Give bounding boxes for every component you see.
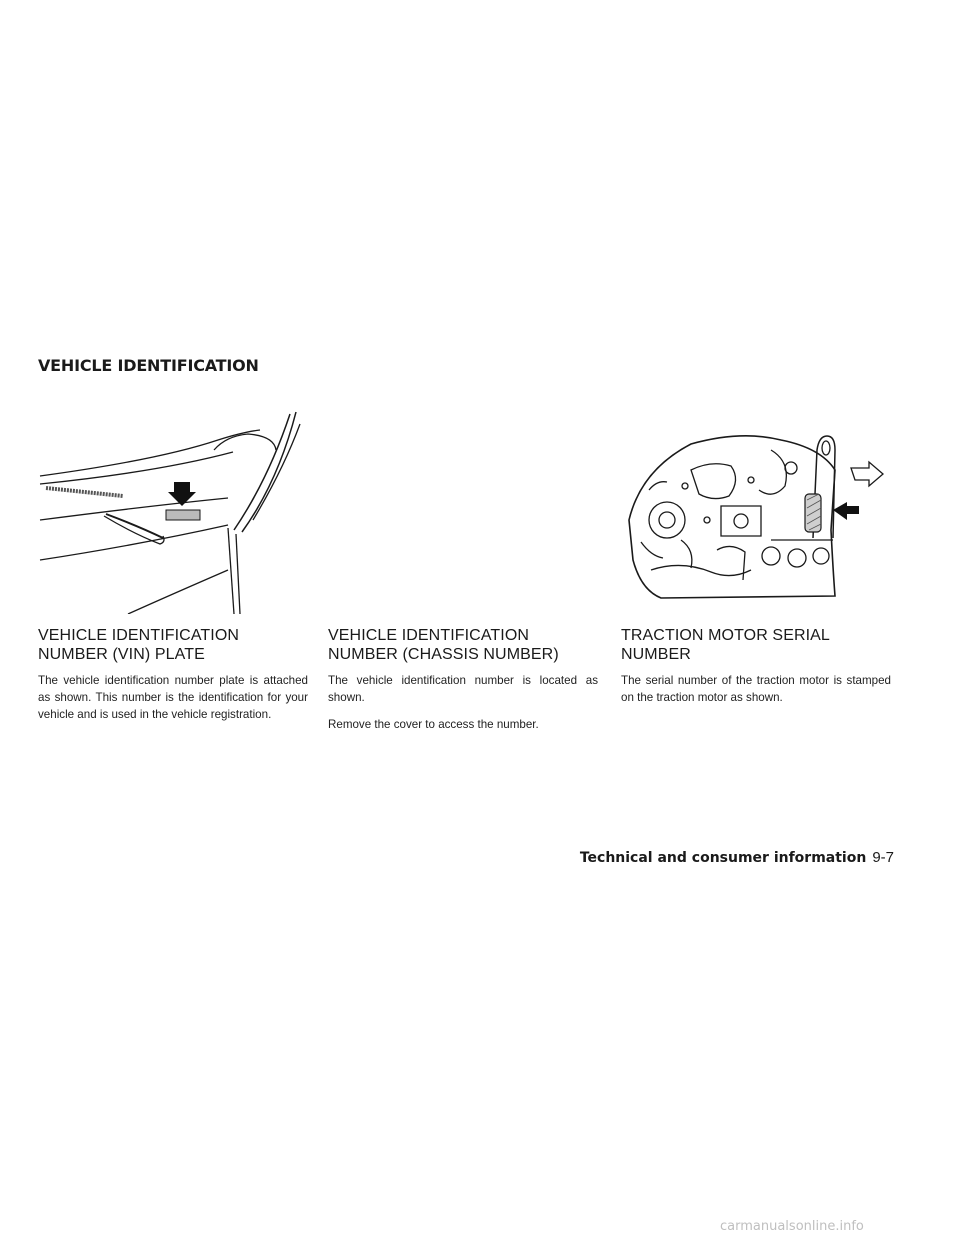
page-number: 9-7 xyxy=(872,849,894,866)
heading-chassis-number: VEHICLE IDENTIFICATION NUMBER (CHASSIS NUMBER) xyxy=(328,627,559,663)
page-footer xyxy=(580,849,894,866)
paragraph: The vehicle identification number is located as shown. xyxy=(328,674,598,704)
watermark: carmanualsonline.info xyxy=(720,1219,864,1234)
section-title: VEHICLE IDENTIFICATION xyxy=(38,356,259,375)
footer-chapter: Technical and consumer information xyxy=(579,850,867,866)
paragraph: The vehicle identification number plate is attached as shown. This number is the identification for your vehicle and is used in the vehicle registration. xyxy=(38,674,308,721)
traction-motor-illustration xyxy=(621,410,891,614)
column-traction-motor xyxy=(621,410,891,716)
paragraph: The serial number of the traction motor is stamped on the traction motor as shown. xyxy=(621,674,891,704)
heading-vin-plate: VEHICLE IDENTIFICATION NUMBER (VIN) PLATE xyxy=(38,627,240,663)
chassis-illustration-blank xyxy=(328,410,598,614)
column-vin-plate xyxy=(38,410,308,733)
heading-traction-motor: TRACTION MOTOR SERIAL NUMBER xyxy=(621,627,830,663)
vin-plate-illustration xyxy=(38,410,308,614)
paragraph: Remove the cover to access the number. xyxy=(328,718,539,731)
column-chassis-number xyxy=(328,410,598,743)
